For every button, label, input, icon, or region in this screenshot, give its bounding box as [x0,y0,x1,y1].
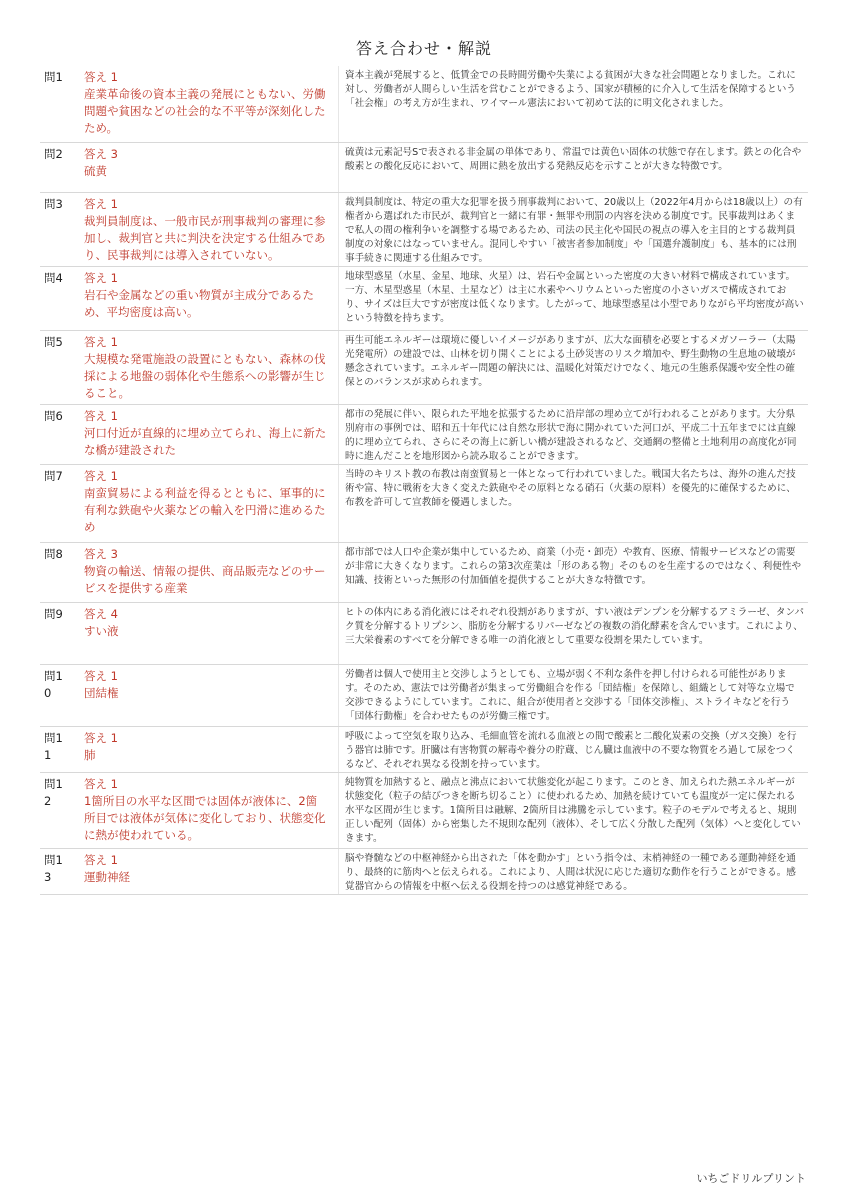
answer-label: 答え 1 [84,409,118,423]
question-number: 問4 [44,271,63,285]
explanation-text: 硫黄は元素記号Sで表される非金属の単体であり、常温では黄色い固体の状態で存在します。鉄との化合や酸素との酸化反応において、周囲に熱を放出する発熱反応を示すことが大きな特徴です。 [338,143,808,192]
question-number: 問13 [44,853,63,884]
question-row [40,267,808,331]
answer-label: 答え 1 [84,271,118,285]
explanation-text: 労働者は個人で使用主と交渉しようとしても、立場が弱く不利な条件を押し付けられる可能性があります。そのため、憲法では労働者が集まって労働組合を作る「団結権」を保障し、組織として対等な立場で交渉できるようにしています。これに、組合が使用者と交渉する「団体交渉権」、ストライキなどを行う「団体行動権」を合わせたものが労働三権です。 [338,665,808,726]
question-row [40,603,808,665]
question-number: 問5 [44,335,63,349]
answer-label: 答え 3 [84,547,118,561]
explanation-text: 都市部では人口や企業が集中しているため、商業（小売・卸売）や教育、医療、情報サービスなどの需要が非常に大きくなります。これらの第3次産業は「形のある物」そのものを生産するのではなく、利便性や知識、技術といった無形の付加価値を提供することが大きな特徴です。 [338,543,808,602]
answer-cell [78,773,338,848]
answer-table [40,66,808,895]
question-number: 問3 [44,197,63,211]
question-number: 問1 [44,70,63,84]
answer-text: 河口付近が直線的に埋め立てられ、海上に新たな橋が建設された [84,426,327,457]
explanation-text: 地球型惑星（水星、金星、地球、火星）は、岩石や金属といった密度の大きい材料で構成されています。一方、木星型惑星（木星、土星など）は主に水素やヘリウムといった密度の小さいガスで構成されており、サイズは巨大ですが密度は低くなります。したがって、地球型惑星は小型でありながら平均密度が高いという特徴を持ちます。 [338,267,808,330]
question-number: 問12 [44,777,63,808]
question-row [40,331,808,405]
question-number: 問11 [44,731,63,762]
answer-text: 岩石や金属などの重い物質が主成分であるため、平均密度は高い。 [84,288,314,319]
answer-text: 大規模な発電施設の設置にともない、森林の伐採による地盤の弱体化や生態系への影響が生じること。 [84,352,326,400]
question-number: 問6 [44,409,63,423]
question-row [40,193,808,267]
answer-label: 答え 1 [84,777,118,791]
question-row [40,465,808,543]
answer-label: 答え 4 [84,607,118,621]
answer-label: 答え 1 [84,669,118,683]
answer-text: 肺 [84,748,96,762]
explanation-text: 呼吸によって空気を取り込み、毛細血管を流れる血液との間で酸素と二酸化炭素の交換（ガス交換）を行う器官は肺です。肝臓は有害物質の解毒や養分の貯蔵、じん臓は血液中の不要な物質をろ過して尿をつくるなど、それぞれ異なる役割を持っています。 [338,727,808,772]
answer-text: 産業革命後の資本主義の発展にともない、労働問題や貧困などの社会的な不平等が深刻化したため。 [84,87,326,135]
question-row [40,405,808,465]
answer-cell [78,603,338,664]
explanation-text: 裁判員制度は、特定の重大な犯罪を扱う刑事裁判において、20歳以上（2022年4月からは18歳以上）の有権者から選ばれた市民が、裁判官と一緒に有罪・無罪や刑罰の内容を決める制度です。民事裁判はあくまで私人の間の権利争いを調整する場であるため、司法の民主化や国民の視点の導入を主目的とする裁判員制度の対象にはなっていません。混同しやすい「被害者参加制度」や「国選弁護制度」も、基本的には刑事手続きに関連する仕組みです。 [338,193,808,266]
answer-cell [78,331,338,404]
answer-cell [78,267,338,330]
question-number: 問2 [44,147,63,161]
answer-cell [78,405,338,464]
answer-label: 答え 1 [84,469,118,483]
question-row [40,543,808,603]
explanation-text: 脳や脊髄などの中枢神経から出された「体を動かす」という指令は、末梢神経の一種である運動神経を通り、最終的に筋肉へと伝えられる。これにより、人間は状況に応じた適切な動作を行うことができる。感覚器官からの情報を中枢へ伝える役割を持つのは感覚神経である。 [338,849,808,894]
question-row [40,66,808,143]
question-row [40,727,808,773]
footer-brand: いちごドリルプリント [696,1172,806,1185]
answer-text: 南蛮貿易による利益を得るとともに、軍事的に有利な鉄砲や火薬などの輸入を円滑に進めるため [84,486,326,534]
answer-label: 答え 1 [84,731,118,745]
answer-text: すい液 [84,624,119,638]
answer-label: 答え 1 [84,70,118,84]
answer-label: 答え 1 [84,197,118,211]
question-row [40,773,808,849]
explanation-text: 再生可能エネルギーは環境に優しいイメージがありますが、広大な面積を必要とするメガソーラー（太陽光発電所）の建設では、山林を切り開くことによる土砂災害のリスク増加や、野生動物の生息地の破壊が懸念されています。エネルギー問題の解決には、温暖化対策だけでなく、地元の生態系保護や安全性の確保とのバランスが求められます。 [338,331,808,404]
explanation-text: 純物質を加熱すると、融点と沸点において状態変化が起こります。このとき、加えられた熱エネルギーが状態変化（粒子の結びつきを断ち切ること）に使われるため、加熱を続けていても温度が一定に保たれる水平な区間が生じます。1箇所目は融解、2箇所目は沸騰を示しています。粒子のモデルで考えると、規則正しい配列（固体）から密集した不規則な配列（液体）、そして広く分散した配列（気体）へと変化していきます。 [338,773,808,848]
answer-text: 物資の輸送、情報の提供、商品販売などのサービスを提供する産業 [84,564,326,595]
question-row [40,849,808,895]
explanation-text: ヒトの体内にある消化液にはそれぞれ役割がありますが、すい液はデンプンを分解するアミラーゼ、タンパク質を分解するトリプシン、脂肪を分解するリパーゼなどの複数の消化酵素を含んでいます。これにより、三大栄養素のすべてを分解できる唯一の消化液として重要な役割を果たしています。 [338,603,808,664]
page-title: 答え合わせ・解説 [355,39,492,58]
answer-text: 団結権 [84,686,119,700]
answer-label: 答え 3 [84,147,118,161]
answer-text: 裁判員制度は、一般市民が刑事裁判の審理に参加し、裁判官と共に判決を決定する仕組みであり、民事裁判には導入されていない。 [84,214,326,262]
answer-label: 答え 1 [84,335,118,349]
question-row [40,665,808,727]
question-number: 問9 [44,607,63,621]
answer-cell [78,849,338,894]
explanation-text: 資本主義が発展すると、低賃金での長時間労働や失業による貧困が大きな社会問題となりました。これに対し、労働者が人間らしい生活を営むことができるよう、国家が積極的に介入して生活を保障するという「社会権」の考え方が生まれ、ワイマール憲法において初めて法的に明文化されました。 [338,66,808,142]
question-number: 問10 [44,669,63,700]
answer-cell [78,543,338,602]
explanation-text: 都市の発展に伴い、限られた平地を拡張するために沿岸部の埋め立てが行われることがあります。大分県別府市の事例では、昭和五十年代には自然な形状で海に開かれていた河口が、平成二十五年までには直線的に埋め立てられ、さらにその海上に新しい橋が建設されるなど、交通網の整備と土地利用の高度化が同時に進んだことを地形図から読み取ることができます。 [338,405,808,464]
explanation-text: 当時のキリスト教の布教は南蛮貿易と一体となって行われていました。戦国大名たちは、海外の進んだ技術や富、特に戦術を大きく変えた鉄砲やその原料となる硝石（火薬の原料）を優先的に確保するために、布教を許可して宣教師を優遇しました。 [338,465,808,542]
answer-cell [78,665,338,726]
answer-cell [78,66,338,142]
question-row [40,143,808,193]
answer-cell [78,465,338,542]
answer-text: 運動神経 [84,870,130,884]
question-number: 問8 [44,547,63,561]
answer-cell [78,143,338,192]
answer-cell [78,193,338,266]
answer-text: 1箇所目の水平な区間では固体が液体に、2箇所目では液体が気体に変化しており、状態変化に熱が使われている。 [84,794,326,842]
answer-cell [78,727,338,772]
answer-label: 答え 1 [84,853,118,867]
answer-text: 硫黄 [84,164,107,178]
question-number: 問7 [44,469,63,483]
